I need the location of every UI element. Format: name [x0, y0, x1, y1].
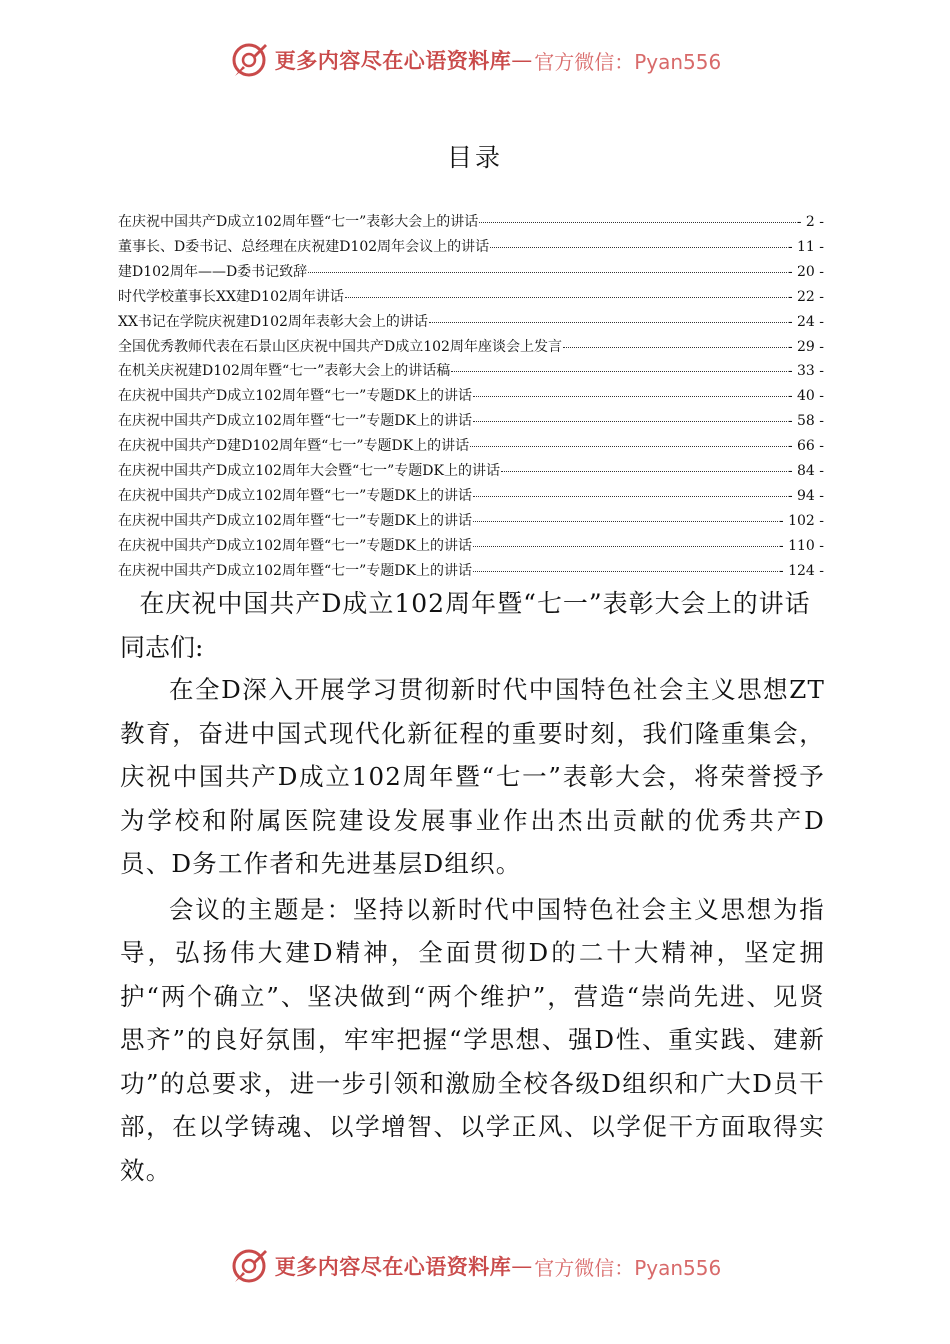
toc-entry-page: - 20 - [787, 263, 824, 280]
toc-entry-page: - 84 - [787, 463, 824, 480]
toc-entry[interactable] [118, 285, 824, 310]
toc-entry[interactable] [118, 235, 824, 260]
toc-entry-title: 董事长、D委书记、总经理在庆祝建D102周年会议上的讲话 [118, 238, 490, 255]
toc-entry-page: - 66 - [787, 438, 824, 455]
toc-leader-dots [501, 471, 787, 472]
toc-entry[interactable] [118, 559, 824, 584]
toc-leader-dots [479, 222, 795, 223]
toc-leader-dots [490, 247, 787, 248]
toc-entry-title: 在庆祝中国共产D成立102周年暨“七一”专题DK上的讲话 [118, 413, 472, 430]
toc-entry[interactable] [118, 459, 824, 484]
banner-brand: 更多内容尽在心语资料库 [274, 1254, 512, 1279]
toc-leader-dots [563, 347, 787, 348]
toc-entry-page: - 24 - [787, 313, 824, 330]
salutation: 同志们: [120, 633, 204, 662]
banner-brand: 更多内容尽在心语资料库 [274, 48, 512, 73]
toc-entry-page: - 58 - [787, 413, 824, 430]
toc-entry[interactable] [118, 434, 824, 459]
speech-title: 在庆祝中国共产D成立102周年暨“七一”表彰大会上的讲话 [139, 589, 811, 618]
toc-entry-page: - 29 - [787, 338, 824, 355]
toc-entry-page: - 33 - [787, 363, 824, 380]
toc-title: 目录 [446, 143, 503, 172]
toc-leader-dots [473, 496, 787, 497]
toc-entry-page: - 124 - [778, 562, 824, 579]
pen-logo-icon [229, 1246, 269, 1286]
toc-entry[interactable] [118, 509, 824, 534]
toc-entry-title: 建D102周年——D委书记致辞 [118, 263, 308, 280]
toc-entry[interactable] [118, 210, 824, 235]
toc-leader-dots [473, 421, 787, 422]
toc-entry[interactable] [118, 260, 824, 285]
toc-entry-title: 在庆祝中国共产D成立102周年暨“七一”专题DK上的讲话 [118, 512, 472, 529]
toc-entry-title: 在机关庆祝建D102周年暨“七一”表彰大会上的讲话稿 [118, 363, 451, 380]
toc-leader-dots [473, 546, 778, 547]
toc-leader-dots [473, 521, 778, 522]
toc-entry-title: 在庆祝中国共产D成立102周年大会暨“七一”专题DK上的讲话 [118, 463, 500, 480]
toc-entry[interactable] [118, 310, 824, 335]
toc-entry-page: - 2 - [796, 214, 824, 230]
toc-entry-title: 全国优秀教师代表在石景山区庆祝中国共产D成立102周年座谈会上发言 [118, 338, 562, 355]
toc-entry[interactable] [118, 409, 824, 434]
paragraph: 会议的主题是：坚持以新时代中国特色社会主义思想为指导，弘扬伟大建D精神，全面贯彻D的二十大精神，坚定拥护“两个确立”、坚决做到“两个维护”，营造“崇尚先进、见贤思齐”的良好氛围，牢牢把握“学思想、强D性、重实践、建新功”的总要求，进一步引领和激励全校各级D组织和广大D员干部，在以学铸魂、以学增智、以学正风、以学促干方面取得实效。 [120, 894, 825, 1185]
footer-watermark [0, 1244, 950, 1288]
paragraph: 在全D深入开展学习贯彻新时代中国特色社会主义思想ZT教育，奋进中国式现代化新征程的重要时刻，我们隆重集会，庆祝中国共产D成立102周年暨“七一”表彰大会，将荣誉授予为学校和附属医院建设发展事业作出杰出贡献的优秀共产D员、D务工作者和先进基层D组织。 [120, 675, 825, 878]
banner-wechat: 官方微信：Pyan556 [534, 49, 722, 74]
toc-entry-title: 在庆祝中国共产D成立102周年暨“七一”专题DK上的讲话 [118, 537, 472, 554]
banner-dash: — [511, 48, 533, 72]
toc-entry-page: - 110 - [778, 537, 824, 554]
toc-entry[interactable] [118, 359, 824, 384]
toc-leader-dots [470, 446, 787, 447]
toc-entry-page: - 22 - [787, 288, 824, 305]
toc-entry-title: 在庆祝中国共产D成立102周年暨“七一”专题DK上的讲话 [118, 388, 472, 405]
toc-leader-dots [473, 571, 778, 572]
toc-leader-dots [308, 272, 787, 273]
toc-leader-dots [345, 297, 787, 298]
toc-entry[interactable] [118, 484, 824, 509]
toc-entry[interactable] [118, 534, 824, 559]
speech-body [120, 668, 825, 1194]
toc-entry-title: 在庆祝中国共产D成立102周年暨“七一”专题DK上的讲话 [118, 562, 472, 579]
toc-leader-dots [473, 396, 787, 397]
toc-entry-title: XX书记在学院庆祝建D102周年表彰大会上的讲话 [118, 313, 428, 330]
banner-wechat: 官方微信：Pyan556 [534, 1255, 722, 1280]
toc-entry-title: 在庆祝中国共产D成立102周年暨“七一”表彰大会上的讲话 [118, 214, 479, 230]
table-of-contents [118, 210, 824, 584]
toc-entry-title: 时代学校董事长XX建D102周年讲话 [118, 288, 344, 305]
header-watermark [0, 38, 950, 82]
pen-logo-icon [229, 40, 269, 80]
toc-leader-dots [429, 322, 787, 323]
toc-entry[interactable] [118, 384, 824, 409]
toc-entry[interactable] [118, 335, 824, 360]
toc-entry-page: - 11 - [787, 238, 824, 255]
toc-entry-title: 在庆祝中国共产D建D102周年暨“七一”专题DK上的讲话 [118, 438, 470, 455]
toc-entry-title: 在庆祝中国共产D成立102周年暨“七一”专题DK上的讲话 [118, 487, 472, 504]
toc-entry-page: - 102 - [778, 512, 824, 529]
toc-entry-page: - 94 - [787, 487, 824, 504]
toc-entry-page: - 40 - [787, 388, 824, 405]
banner-dash: — [511, 1254, 533, 1278]
toc-leader-dots [451, 371, 787, 372]
